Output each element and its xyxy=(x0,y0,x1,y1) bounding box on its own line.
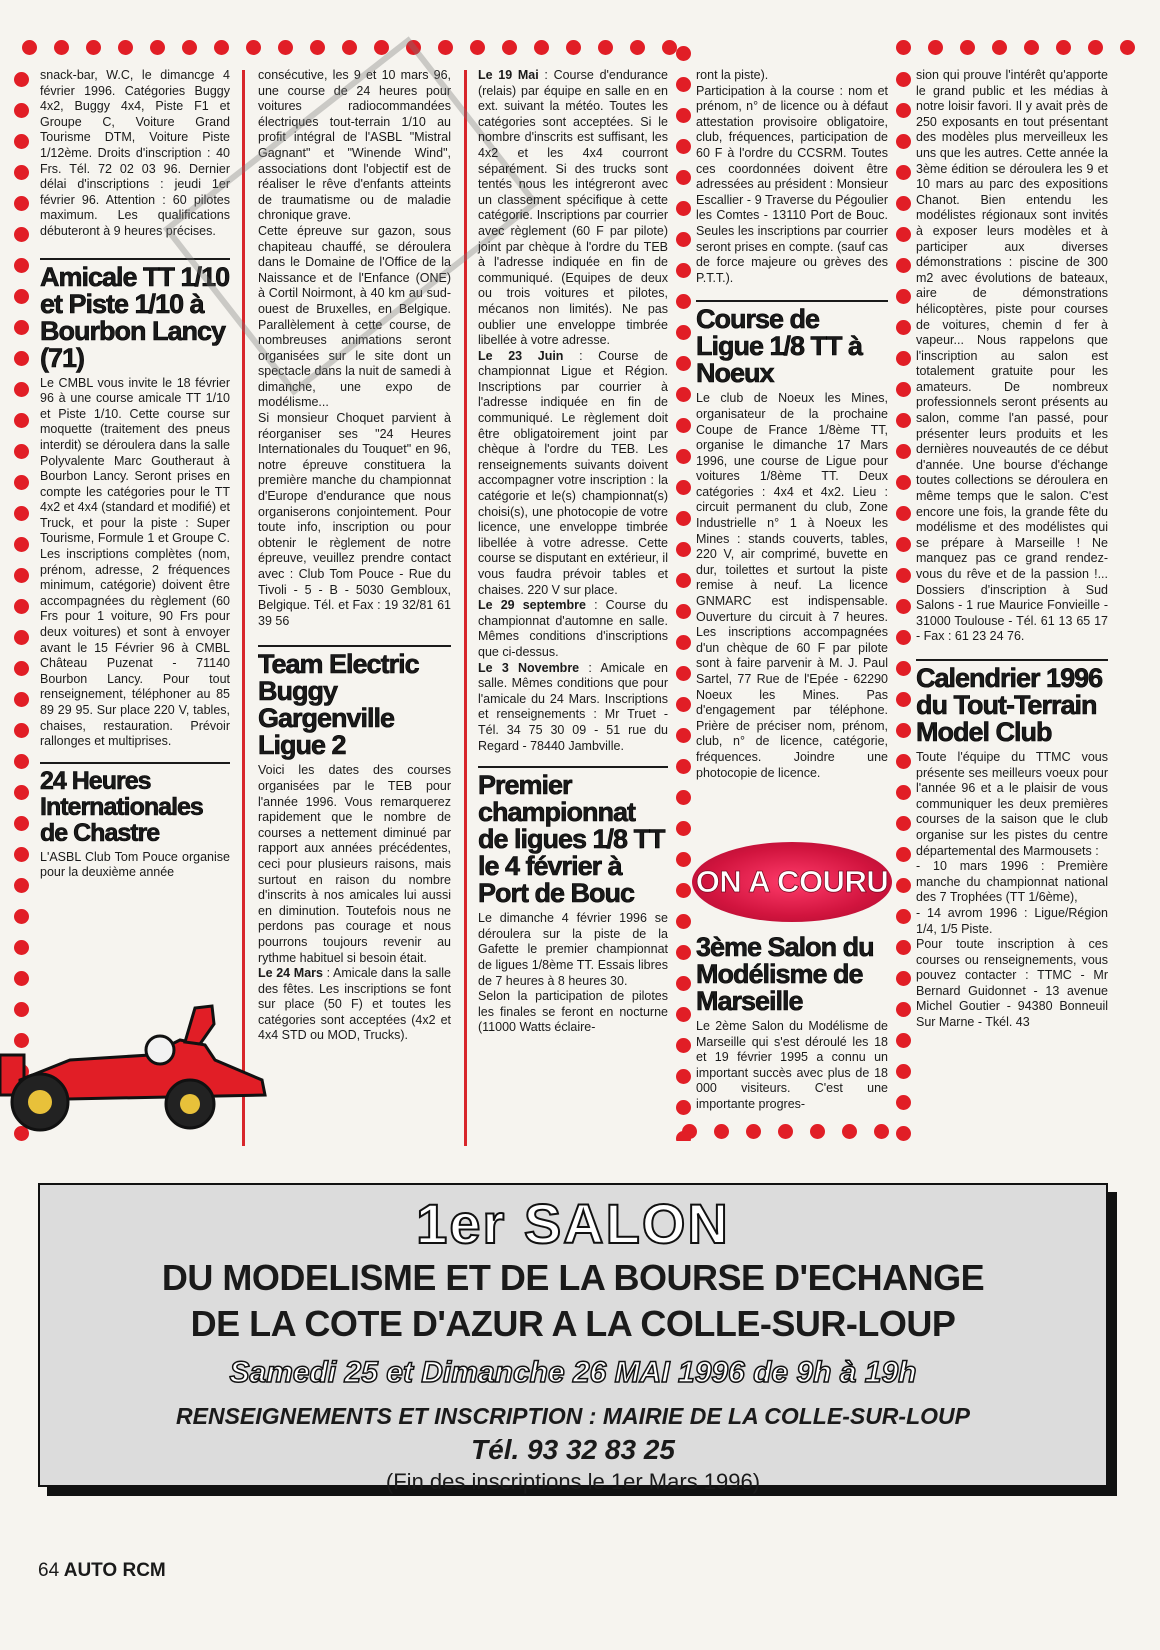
decor-dot xyxy=(676,759,691,774)
column-5 xyxy=(916,68,1108,1031)
column-rule-1 xyxy=(242,70,245,1146)
col1-para-1: snack-bar, W.C, le dimancge 4 février 1996. Catégories Buggy 4x2, Buggy 4x4, Piste F1 et Groupe C, Voiture Grand Tourisme DTM, Voiture Piste 1/12ème. Droits d'inscription : 40 Frs. Tél. 72 02 03 96. Dernier délai d'inscriptions : jeudi 1er février 96. Attention : 60 pilotes maximum. Les qualifications débuteront à 9 heures précises. xyxy=(40,68,230,238)
decor-dot xyxy=(14,878,29,893)
decor-dot xyxy=(14,165,29,180)
decor-dot xyxy=(896,847,911,862)
decor-dot xyxy=(896,878,911,893)
decor-dot xyxy=(676,914,691,929)
decor-dot xyxy=(14,940,29,955)
decor-dot xyxy=(1024,40,1039,55)
decor-dot xyxy=(676,883,691,898)
decor-dot xyxy=(86,40,101,55)
decor-dot xyxy=(14,568,29,583)
decor-dot xyxy=(676,635,691,650)
decor-dot xyxy=(676,666,691,681)
decor-dot xyxy=(676,294,691,309)
decor-dot xyxy=(896,1064,911,1079)
decor-dot xyxy=(14,537,29,552)
decor-dot xyxy=(14,134,29,149)
col1-para-2: Le CMBL vous invite le 18 février 96 à une course amicale TT 1/10 et Piste 1/10. Cette course sur moquette (traitement des pneus interdit) se déroulera dans la salle Polyvalente Marc Goutheraut à Bourbon Lancy. Seront prises en compte les catégories pour le TT 4x2 et 4x4 (standard et modifié) et Truck, et pour la piste : Super Tourisme, Formule 1 et Groupe C. Les inscriptions complètes (nom, prénom, adresse, 2 fréquences minimum, catégorie) doivent être accompagnées du règlement (60 Frs pour 1 voiture, 90 Frs pour deux voitures) et sont à envoyer avant le 15 Février 96 à CMBL Château Puzenat - 71140 Bourbon Lancy. Pour tout renseignement, téléphoner au 85 89 29 95. Sur place 220 V, tables, chaises, restauration. Prévoir rallonges et multiprises. xyxy=(40,375,230,749)
decor-dot xyxy=(14,444,29,459)
col4-para-2: Participation à la course : nom et prénom, n° de licence ou à défaut attestation provisoire obligatoire, club, fréquences, participation de 60 F à l'ordre du CCSRM. Toutes ces coordonnées doivent être adressées au président : Monsieur Escallier - 9 Traverse du Pégoulier les Comtes - 13110 Port de Bouc. Seules les inscriptions par courrier seront prises en compte. (sauf cas de force majeure ou grèves des P.T.T.). xyxy=(696,83,888,285)
heading-24-heures-chastre: 24 Heures Internationales de Chastre xyxy=(40,762,230,846)
decor-dot xyxy=(278,40,293,55)
decor-dot xyxy=(406,40,421,55)
decor-dot xyxy=(676,573,691,588)
decor-dot xyxy=(896,320,911,335)
decor-dot xyxy=(14,785,29,800)
decor-dot xyxy=(676,480,691,495)
decor-dot xyxy=(676,697,691,712)
decor-dot xyxy=(896,754,911,769)
decor-dot xyxy=(896,599,911,614)
decor-dot xyxy=(896,134,911,149)
race-car-illustration xyxy=(0,1000,275,1135)
decor-dot xyxy=(676,945,691,960)
decor-dot xyxy=(896,382,911,397)
decor-dot xyxy=(676,356,691,371)
col3-para-2: Le 23 Juin : Course de championnat Ligue et Région. Inscriptions par courrier à l'adresse indiquée en fin de communiqué. Le règlement doit être obligatoirement joint par chèque à l'ordre du TEB. Les renseignements suivants doivent accompagner votre inscription : la catégorie et le(s) championnat(s) choisi(s), une photocopie de votre licence, une enveloppe timbrée libellée à votre adresse. Cette course se disputant en extérieur, il vous faudra prévoir tables et chaises. 220 V sur place. xyxy=(478,348,669,597)
date-24-mars: Le 24 Mars xyxy=(258,966,323,981)
heading-calendrier-ttmc: Calendrier 1996 du Tout-Terrain Model Club xyxy=(916,659,1108,746)
decor-dot xyxy=(438,40,453,55)
heading-team-electric-buggy: Team Electric Buggy Gargenville Ligue 2 xyxy=(258,645,451,759)
decor-dot xyxy=(14,506,29,521)
column-4-lower xyxy=(696,930,888,1113)
decor-dot xyxy=(896,227,911,242)
decor-dot xyxy=(310,40,325,55)
decor-dot xyxy=(896,909,911,924)
decor-dot xyxy=(676,232,691,247)
heading-premier-championnat: Premier championnat de ligues 1/8 TT le 4 février à Port de Bouc xyxy=(478,766,668,907)
decor-dot xyxy=(896,506,911,521)
col3-para-5: Le dimanche 4 février 1996 se déroulera sur la piste de la Gafette le premier championnat de ligues 1/8ème TT. Essais libres de 7 heures à 8 heures 30. xyxy=(478,911,668,988)
decor-dot xyxy=(14,816,29,831)
decor-dot xyxy=(896,258,911,273)
decor-dot xyxy=(896,289,911,304)
col4-para-3: Le club de Noeux les Mines, organisateur de la prochaine Coupe de France 1/8ème TT, organise le dimanche 17 Mars 1996, une course de Ligue pour voitures 1/8ème TT. Deux catégories : 4x4 et 4x2. Lieu : circuit permanent du club, Zone Industrielle n° 1 à Noeux les Mines : stands couverts, tables, 220 V, air comprimé, buvette en dur, toilettes et surtout la piste remise à neuf. La licence GNMARC est indispensable. Ouverture du circuit à 7 heures. Les inscriptions accompagnées d'un chèque de 60 F par pilote sont à faire parvenir à M. J. Paul Sartel, 77 Rue de l'Epée - 62290 Noeux les Mines. Pas d'engagement par téléphone. Prière de préciser nom, prénom, club, n° de licence, catégorie, fréquences. Joindre une photocopie de licence. xyxy=(696,391,888,780)
decor-dot xyxy=(14,258,29,273)
decor-dot xyxy=(896,568,911,583)
decor-dot xyxy=(714,1124,729,1139)
dot-col-c3 xyxy=(676,46,692,1141)
decor-dot xyxy=(896,351,911,366)
decor-dot xyxy=(896,196,911,211)
decor-dot xyxy=(598,40,613,55)
col1-para-3: L'ASBL Club Tom Pouce organise pour la deuxième année xyxy=(40,849,230,880)
page-footer xyxy=(38,1560,166,1582)
decor-dot xyxy=(14,630,29,645)
page-number: 64 xyxy=(38,1560,60,1581)
col2-para-5: Le 24 Mars : Amicale dans la salle des fêtes. Les inscriptions se font sur place (50 F) et toutes les catégories sont acceptées (4x2 et 4x4 STD ou MOD, Trucks). xyxy=(258,966,451,1043)
column-2 xyxy=(258,68,451,1044)
decor-dot xyxy=(810,1124,825,1139)
decor-dot xyxy=(676,108,691,123)
decor-dot xyxy=(676,852,691,867)
decor-dot xyxy=(14,475,29,490)
decor-dot xyxy=(14,227,29,242)
decor-dot xyxy=(1120,40,1135,55)
decor-dot xyxy=(676,139,691,154)
decor-dot xyxy=(676,387,691,402)
decor-dot xyxy=(896,1033,911,1048)
decor-dot xyxy=(14,320,29,335)
decor-dot xyxy=(992,40,1007,55)
decor-dot xyxy=(14,382,29,397)
decor-dot xyxy=(676,325,691,340)
decor-dot xyxy=(874,1124,889,1139)
decor-dot xyxy=(118,40,133,55)
decor-dot xyxy=(214,40,229,55)
decor-dot xyxy=(896,1002,911,1017)
column-rule-2 xyxy=(464,70,467,1146)
decor-dot xyxy=(676,511,691,526)
decor-dot xyxy=(502,40,517,55)
decor-dot xyxy=(896,1095,911,1110)
decor-dot xyxy=(896,940,911,955)
decor-dot xyxy=(676,604,691,619)
col2-para-3: Si monsieur Choquet parvient à réorganiser ses "24 Heures Internationales du Touquet" en 96, notre épreuve constituera la première manche du championnat d'Europe d'endurance que nous organiserons conjointement. Pour toute info, inscription ou pour obtenir le règlement de notre épreuve, veuillez prendre contact avec : Club Tom Pouce - Rue du Tivoli - 5 - B - 5030 Gembloux, Belgique. Tél. et Fax : 19 32/81 61 39 56 xyxy=(258,411,451,628)
decor-dot xyxy=(630,40,645,55)
ad-phone: Tél. 93 32 83 25 xyxy=(471,1434,675,1465)
decor-dot xyxy=(676,1007,691,1022)
decor-dot xyxy=(896,692,911,707)
decor-dot xyxy=(676,821,691,836)
column-4 xyxy=(696,68,888,781)
decor-dot xyxy=(14,289,29,304)
col4-para-4: Le 2ème Salon du Modélisme de Marseille qui s'est déroulé les 18 et 19 février 1995 a connu un important succès avec plus de 18 000 visiteurs. C'est une importante progres- xyxy=(696,1019,888,1111)
decor-dot xyxy=(676,728,691,743)
decor-dot xyxy=(896,971,911,986)
col5-para-1: sion qui prouve l'intérêt qu'apporte le grand public et les médias à notre loisir favori. Il y avait près de 250 exposants en tout présentant des modèles plus merveilleux les uns que les autres. Cette année la 3ème édition se déroulera les 9 et 10 mars au parc des expositions Chanot. Bien entendu les modélistes régionaux sont invités à exposer leurs modèles et à participer aux diverses démonstrations : piscine de 300 m2 avec évolutions de bateaux, aire de démonstrations hélicoptères, piste pour courses de voitures, chemin d fer à vapeur... Nous rappelons que l'inscription au salon est totalement gratuite pour les amateurs. De nombreux professionnels seront présents au salon, comme l'an passé, pour présenter leurs produits et les dernières nouveautés de ce début d'année. Une bourse d'échange toutes collections se déroulera en même temps que le salon. C'est encore une fois, la grande fête du modélisme et des modélistes qui se prépare à Marseille ! Ne manquez pas ce grand rendez-vous du rêve et de la passion !... Dossiers d'inscription à Sud Salons - 1 rue Maurice Fonvieille - 31000 Toulouse - Tél. 61 13 65 17 - Fax : 61 23 24 76. xyxy=(916,68,1108,644)
decor-dot xyxy=(14,103,29,118)
on-a-couru-badge: ON A COURU xyxy=(692,842,892,922)
col3-para-6: Selon la participation de pilotes les finales se feront en nocturne (11000 Watts éclaire- xyxy=(478,989,668,1035)
decor-dot xyxy=(896,475,911,490)
decor-dot xyxy=(14,72,29,87)
decor-dot xyxy=(676,201,691,216)
decor-dot xyxy=(896,40,911,55)
ad-deadline: (Fin des inscriptions le 1er Mars 1996) xyxy=(385,1469,761,1494)
ad-subtitle-2: DE LA COTE D'AZUR A LA COLLE-SUR-LOUP xyxy=(190,1303,956,1344)
decor-dot xyxy=(778,1124,793,1139)
heading-amicale-bourbon-lancy: Amicale TT 1/10 et Piste 1/10 à Bourbon Lancy (71) xyxy=(40,258,230,372)
col3-para-1: Le 19 Mai : Course d'endurance (relais) par équipe en salle en en ext. suivant la météo. Toutes les catégories sont acceptées. Si le nombre d'inscrits est suffisant, les 4x2 et les 4x4 courront séparément. Si des trucks sont tentés nous les intégreront avec un classement spécifique à cette catégorie. Inscriptions par courrier avec règlement (60 F par pilote) joint par chèque à l'ordre du TEB à l'adresse indiquée en fin de communiqué. (Equipes de deux ou trois voitures et pilotes, mécanos non limités). Ne pas oublier une enveloppe timbrée libellée à votre adresse. xyxy=(478,68,668,348)
salon-advertisement xyxy=(38,1183,1108,1494)
decor-dot xyxy=(14,847,29,862)
decor-dot xyxy=(676,1131,691,1141)
decor-dot xyxy=(896,1126,911,1141)
decor-dot xyxy=(14,692,29,707)
decor-dot xyxy=(676,1069,691,1084)
decor-dot xyxy=(182,40,197,55)
col4-para-1: ront la piste). xyxy=(696,68,769,82)
col5-para-5: Pour toute inscription à ces courses ou renseignements, vous pouvez contacter : TTMC - Mr Bernard Guidonnet - 13 avenue Michel Goutier - 94380 Bonneuil Sur Marne - Tkél. 43 xyxy=(916,937,1108,1030)
decor-dot xyxy=(22,40,37,55)
col5-para-4: - 14 avrom 1996 : Ligue/Région 1/4, 1/5 Piste. xyxy=(916,905,1108,936)
decor-dot xyxy=(676,170,691,185)
decor-dot xyxy=(676,1038,691,1053)
decor-dot xyxy=(896,816,911,831)
decor-dot xyxy=(676,1100,691,1115)
dot-row-top-right xyxy=(896,40,1146,58)
decor-dot xyxy=(676,542,691,557)
decor-dot xyxy=(150,40,165,55)
decor-dot xyxy=(14,413,29,428)
column-3 xyxy=(478,68,668,1036)
col3-para-4: Le 3 Novembre : Amicale en salle. Mêmes conditions que pour l'amicale du 24 Mars. Inscriptions et renseignements : Mr Truet - Tél. 34 75 30 09 - 51 rue du Regard - 78440 Jambville. xyxy=(478,660,668,753)
ad-subtitle-1: DU MODELISME ET DE LA BOURSE D'ECHANGE xyxy=(161,1257,985,1298)
decor-dot xyxy=(54,40,69,55)
magazine-name: AUTO RCM xyxy=(63,1560,166,1581)
decor-dot xyxy=(896,413,911,428)
decor-dot xyxy=(896,661,911,676)
decor-dot xyxy=(746,1124,761,1139)
decor-dot xyxy=(896,165,911,180)
col2-para-2: Cette épreuve sur gazon, sous chapiteau chauffé, se déroulera dans le Domaine de l'Office de la Naissance et de l'Enfance (ONE) à Cortil Noirmont, à 40 km au sud-ouest de Bruxelles, en Belgique. Parallèlement à cette course, de nombreuses animations seront organisées sur le site dont un spectacle dans la nuit de samedi à dimanche, une expo de modélisme... xyxy=(258,223,451,410)
decor-dot xyxy=(896,537,911,552)
col5-para-2: Toute l'équipe du TTMC vous présente ses meilleurs voeux pour l'année 96 et a le plaisir de vous communiquer les deux premières courses de la saison que le club organise sur les pistes du centre départemental des Marmousets : xyxy=(916,749,1108,858)
heading-salon-marseille: 3ème Salon du Modélisme de Marseille xyxy=(696,932,874,1016)
decor-dot xyxy=(1088,40,1103,55)
decor-dot xyxy=(896,723,911,738)
ad-title: 1er SALON xyxy=(416,1192,730,1255)
dot-col-c4 xyxy=(896,72,912,1142)
heading-course-ligue-noeux: Course de Ligue 1/8 TT à Noeux xyxy=(696,300,888,387)
decor-dot xyxy=(14,351,29,366)
decor-dot xyxy=(676,449,691,464)
decor-dot xyxy=(14,971,29,986)
decor-dot xyxy=(676,46,691,61)
decor-dot xyxy=(896,785,911,800)
decor-dot xyxy=(14,723,29,738)
decor-dot xyxy=(896,103,911,118)
col2-para-4: Voici les dates des courses organisées par le TEB pour l'année 1996. Vous remarquerez rapidement que le nombre de courses a nettement diminué par rapport aux années précédentes, ceci pour plusieurs raisons, mais surtout en raison du nombre d'inscrits à nos amicales lui aussi en diminution. Toutefois nous ne perdons pas courage et nous pourrons toujours revenir au rythme habituel si besoin était. xyxy=(258,763,451,965)
decor-dot xyxy=(14,196,29,211)
decor-dot xyxy=(676,77,691,92)
decor-dot xyxy=(246,40,261,55)
ad-info: RENSEIGNEMENTS ET INSCRIPTION : MAIRIE DE LA COLLE-SUR-LOUP xyxy=(176,1403,970,1429)
decor-dot xyxy=(14,909,29,924)
decor-dot xyxy=(566,40,581,55)
decor-dot xyxy=(1056,40,1071,55)
decor-dot xyxy=(676,418,691,433)
ad-dates: Samedi 25 et Dimanche 26 MAI 1996 de 9h à 19h xyxy=(229,1356,917,1389)
col2-para-1: consécutive, les 9 et 10 mars 96, une course de 24 heures pour voitures radiocommandées électriques tout-terrain 1/10 au profit intégral de l'ASBL "Mistral Gagnant" et "Winende Wind", associations dont l'objectif est de réaliser le rêve d'enfants atteints de traumatisme ou de maladie chronique grave. xyxy=(258,68,451,223)
col5-para-3: - 10 mars 1996 : Première manche du championnat national des 7 Trophées (TT 1/6ème), xyxy=(916,859,1108,905)
decor-dot xyxy=(14,599,29,614)
decor-dot xyxy=(14,754,29,769)
decor-dot xyxy=(896,72,911,87)
decor-dot xyxy=(960,40,975,55)
decor-dot xyxy=(534,40,549,55)
decor-dot xyxy=(662,40,677,55)
decor-dot xyxy=(928,40,943,55)
dot-col-left xyxy=(14,72,30,1152)
decor-dot xyxy=(676,976,691,991)
decor-dot xyxy=(676,790,691,805)
decor-dot xyxy=(676,263,691,278)
decor-dot xyxy=(374,40,389,55)
decor-dot xyxy=(842,1124,857,1139)
decor-dot xyxy=(896,630,911,645)
decor-dot xyxy=(470,40,485,55)
decor-dot xyxy=(342,40,357,55)
col3-para-3: Le 29 septembre : Course du championnat d'automne en salle. Mêmes conditions d'inscriptions que ci-dessus. xyxy=(478,598,668,659)
decor-dot xyxy=(14,661,29,676)
decor-dot xyxy=(896,444,911,459)
dot-row-top-left xyxy=(22,40,682,58)
column-1 xyxy=(40,68,230,881)
dot-row-mid xyxy=(682,1124,892,1142)
